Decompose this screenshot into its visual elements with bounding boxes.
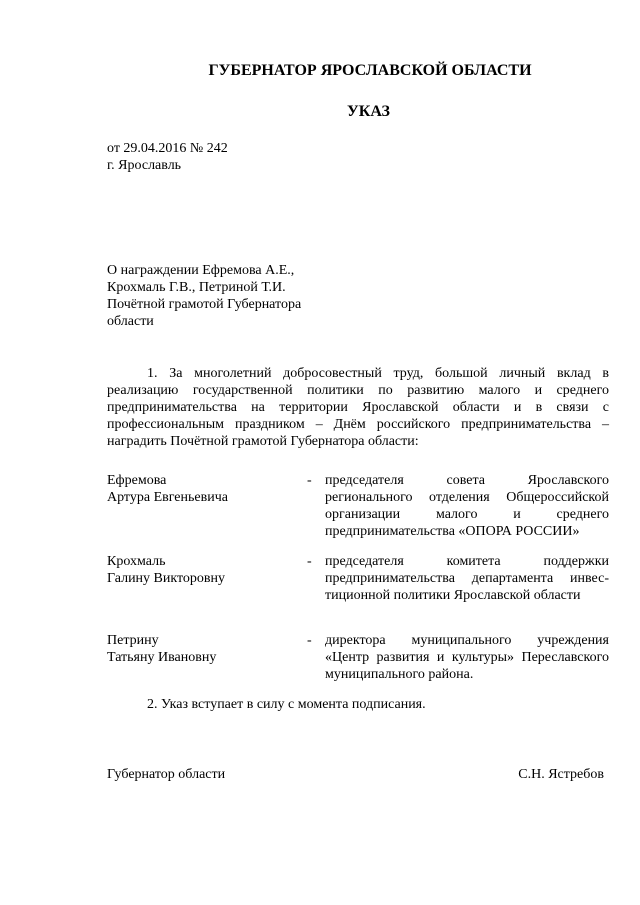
subject-line: Почётной грамотой Губернатора (107, 297, 302, 312)
subject-line: О награждении Ефремова А.Е., (107, 263, 295, 278)
document-subject (107, 262, 367, 330)
awardee-name (107, 632, 297, 666)
awardee-surname: Петрину (107, 633, 159, 648)
awardee-item (107, 472, 609, 542)
awardee-name (107, 553, 297, 587)
awardee-given-name: Галину Викторовну (107, 571, 226, 586)
awardees-list (107, 472, 609, 701)
awardee-surname: Крохмаль (107, 554, 166, 569)
document-header-title (0, 62, 640, 79)
awardee-item (107, 553, 609, 611)
subject-line: области (107, 314, 154, 329)
governor-title: ГУБЕРНАТОР ЯРОСЛАВСКОЙ ОБЛАСТИ (208, 62, 532, 79)
awardee-given-name: Татьяну Ивановну (107, 650, 217, 665)
paragraph-1: 1. За многолетний добросовестный труд, большой личный вклад в реализацию государственной политики по развитию малого и среднего предпринимательства на территории Ярославской области и в связи с профессиональным праздником – Днём российского предпринимательства – наградить Почётной грамотой Губернатора области: (107, 366, 609, 449)
awardee-surname: Ефремова (107, 473, 167, 488)
awardee-given-name: Артура Евгеньевича (107, 490, 228, 505)
signature-name: С.Н. Ястребов (518, 767, 604, 782)
awardee-dash: - (307, 473, 312, 488)
awardee-dash: - (307, 633, 312, 648)
awardee-description: председателя комитета поддержки предпринимательства департамента инвес-тиционной политики Ярославской области (325, 554, 609, 603)
document-meta (107, 140, 228, 174)
awardee-name (107, 472, 297, 506)
date-number: от 29.04.2016 № 242 (107, 141, 228, 156)
place: г. Ярославль (107, 158, 182, 173)
signature-position: Губернатор области (107, 767, 226, 782)
subject-line: Крохмаль Г.В., Петриной Т.И. (107, 280, 286, 295)
paragraph-2: 2. Указ вступает в силу с момента подписания. (147, 697, 426, 712)
awardee-description: директора муниципального учреждения «Центр развития и культуры» Переславского муниципального района. (325, 633, 609, 682)
awardee-dash: - (307, 554, 312, 569)
awardee-description: председателя совета Ярославского регионального отделения Общероссийской организации малого и среднего предпринимательства «ОПОРА РОССИИ» (325, 473, 609, 539)
document-type (0, 103, 640, 120)
decree-label: УКАЗ (347, 103, 390, 120)
awardee-item (107, 632, 609, 690)
